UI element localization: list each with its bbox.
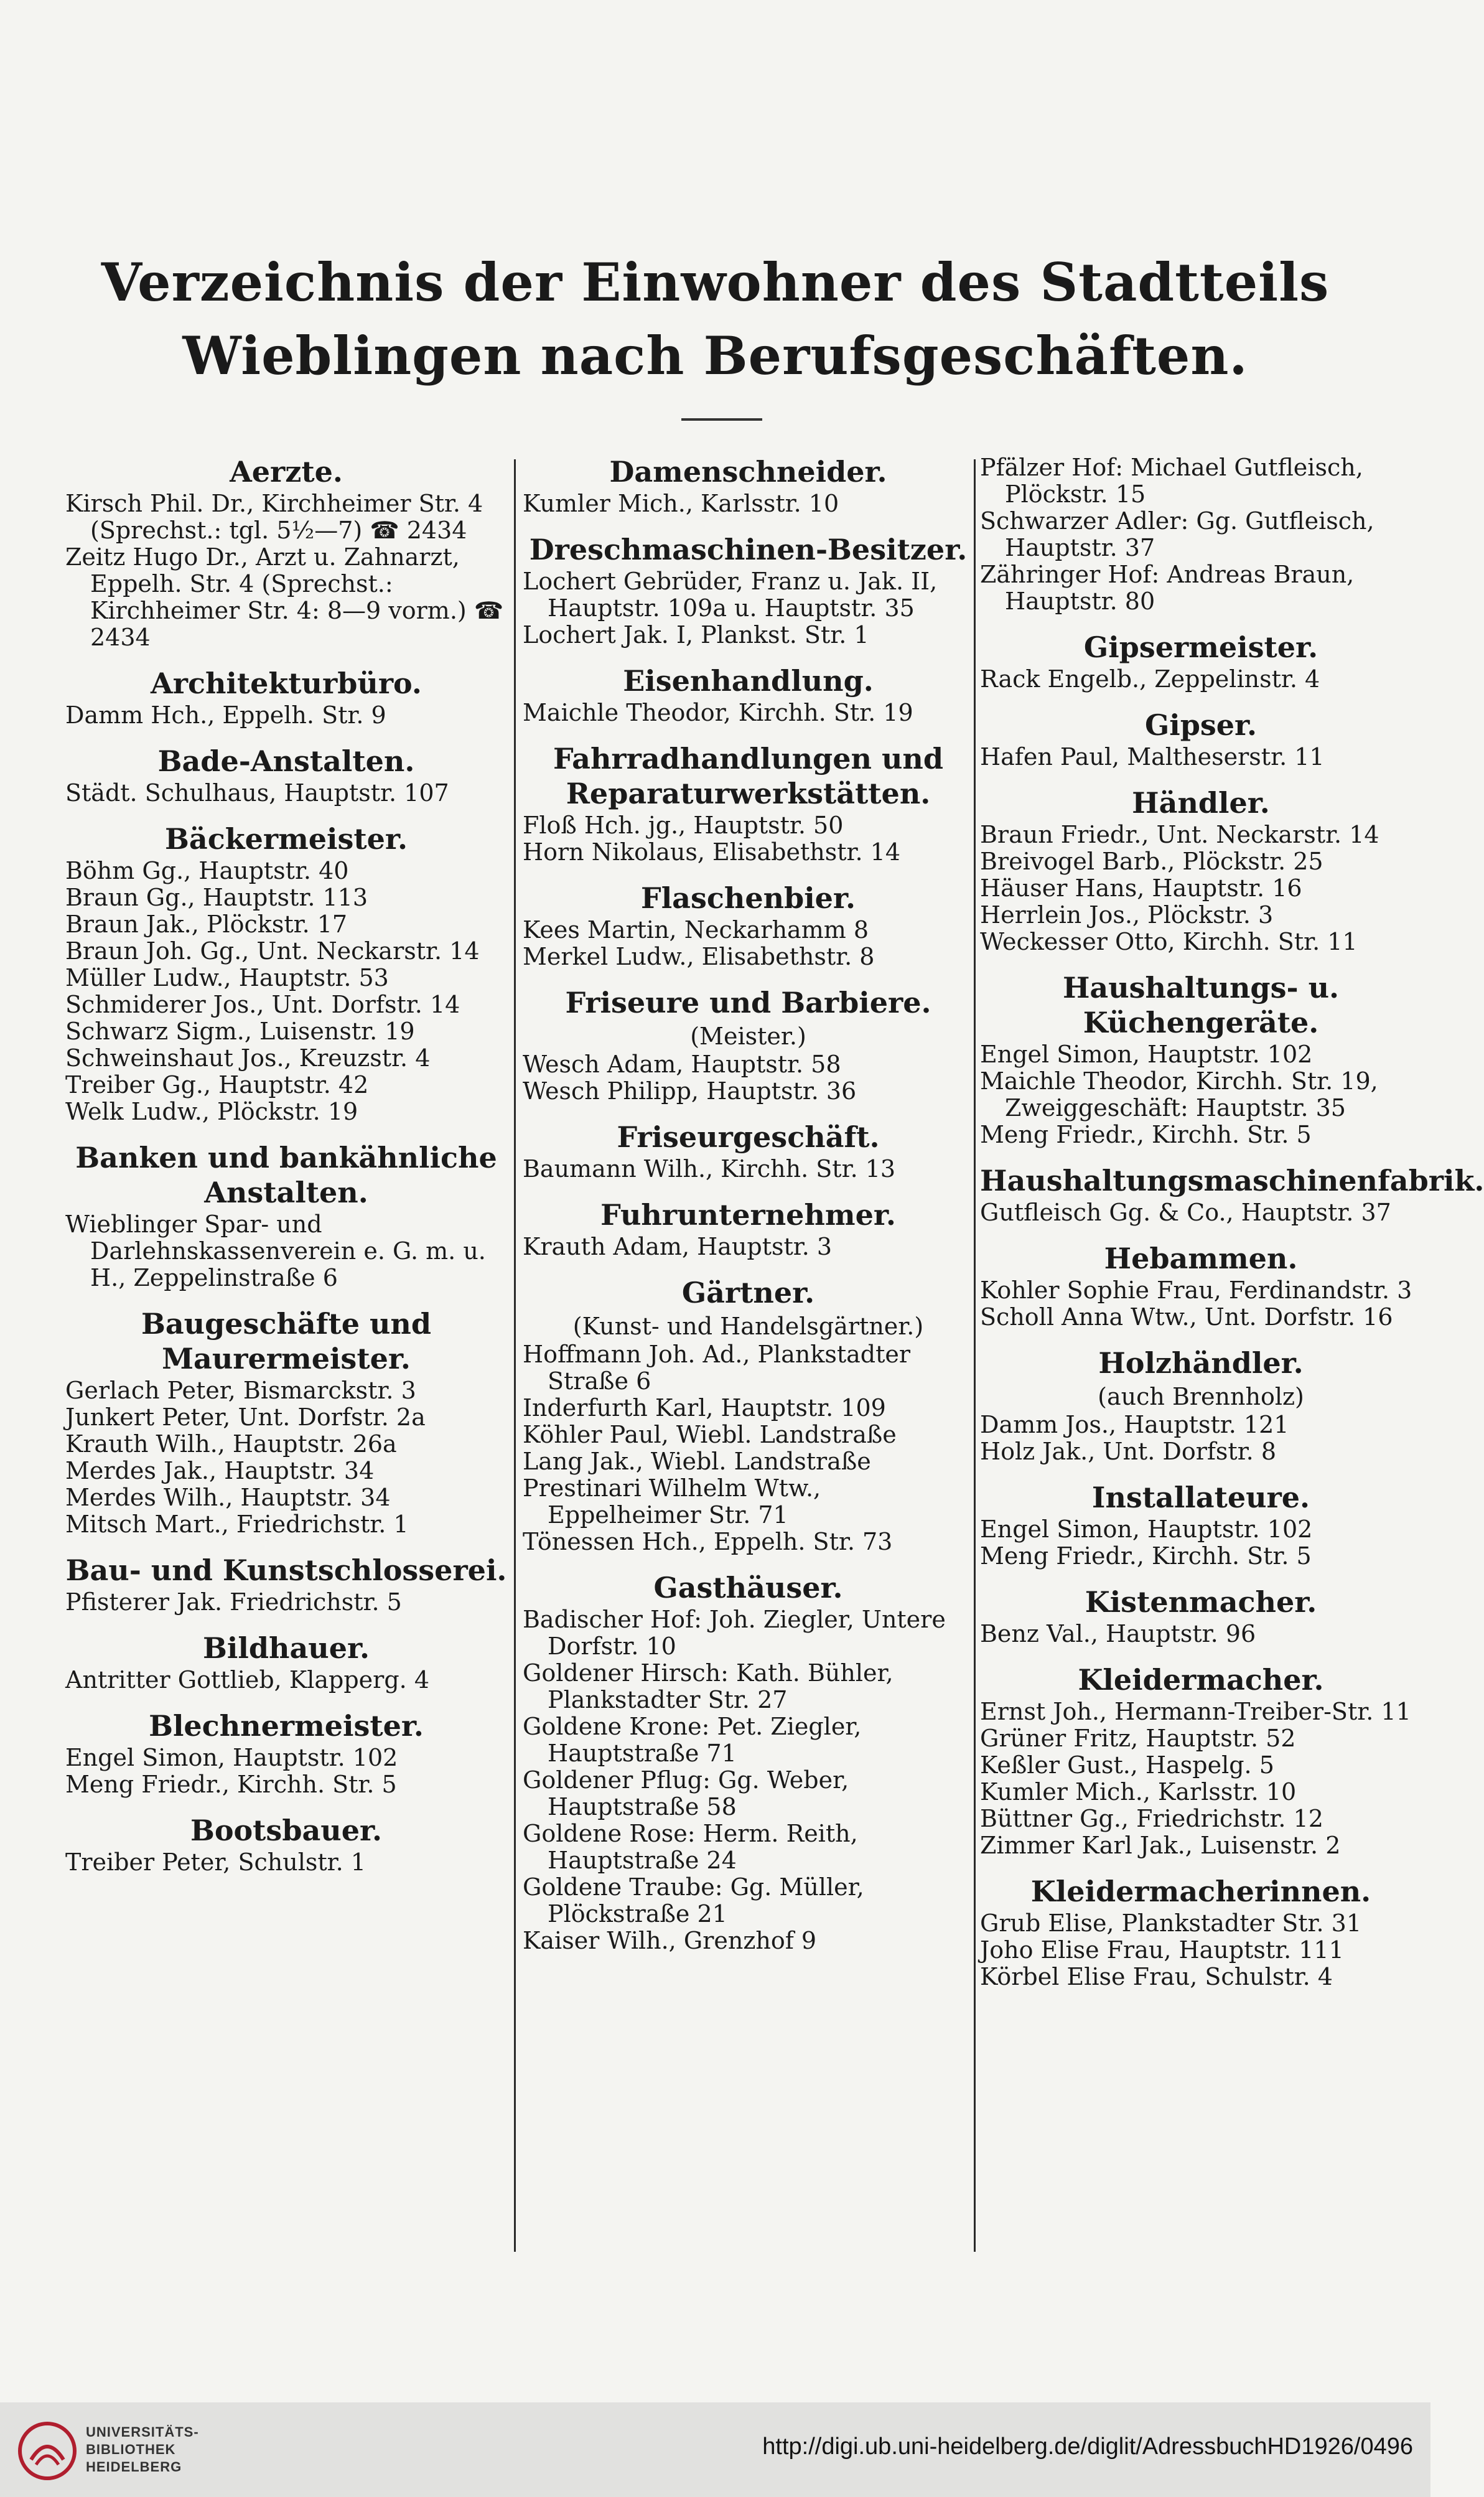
directory-entry: Floß Hch. jg., Hauptstr. 50 xyxy=(523,812,844,839)
library-name-line: HEIDELBERG xyxy=(86,2459,182,2475)
directory-section xyxy=(980,1662,1422,1859)
directory-entry: Zeitz Hugo Dr., Arzt u. Zahnarzt, Eppelh. Str. 4 (Sprechst.: Kirchheimer Str. 4: 8—9 vorm.) ☎ 2434 xyxy=(65,543,504,651)
directory-entry: Braun Gg., Hauptstr. 113 xyxy=(65,884,368,911)
directory-section xyxy=(980,1480,1422,1570)
directory-entry: Benz Val., Hauptstr. 96 xyxy=(980,1620,1256,1647)
section-heading: Bade-Anstalten. xyxy=(157,744,415,778)
directory-entry: Engel Simon, Hauptstr. 102 xyxy=(65,1744,398,1771)
section-heading: Gasthäuser. xyxy=(653,1571,843,1605)
directory-entry: Merdes Jak., Hauptstr. 34 xyxy=(65,1457,375,1484)
library-name-line: BIBLIOTHEK xyxy=(86,2442,176,2457)
directory-entry: Damm Jos., Hauptstr. 121 xyxy=(980,1411,1289,1438)
directory-entry: Goldener Hirsch: Kath. Bühler, Plankstadter Str. 27 xyxy=(523,1659,894,1713)
directory-section xyxy=(65,1140,507,1291)
section-heading: Dreschmaschinen-Besitzer. xyxy=(529,533,968,566)
directory-section xyxy=(980,1163,1484,1226)
directory-entry: Hoffmann Joh. Ad., Plankstadter Straße 6 xyxy=(523,1341,911,1395)
directory-entry: Horn Nikolaus, Elisabethstr. 14 xyxy=(523,838,901,866)
column-divider-2 xyxy=(974,459,976,2252)
directory-entry: Braun Jak., Plöckstr. 17 xyxy=(65,911,348,938)
directory-entry: Schweinshaut Jos., Kreuzstr. 4 xyxy=(65,1044,431,1072)
column-3 xyxy=(980,454,1484,2005)
directory-entry: Wesch Adam, Hauptstr. 58 xyxy=(523,1051,841,1078)
directory-section xyxy=(980,970,1422,1148)
directory-section xyxy=(65,666,507,729)
directory-entry: Lang Jak., Wiebl. Landstraße xyxy=(523,1448,871,1475)
section-heading: Damenschneider. xyxy=(609,455,887,489)
directory-entry: Krauth Adam, Hauptstr. 3 xyxy=(523,1233,833,1260)
directory-entry: Lochert Jak. I, Plankst. Str. 1 xyxy=(523,621,869,649)
page-title: Verzeichnis der Einwohner des Stadtteils Wieblingen nach Berufsgeschäften. xyxy=(101,251,1330,386)
directory-entry: Pfisterer Jak. Friedrichstr. 5 xyxy=(65,1588,402,1616)
directory-section xyxy=(523,881,974,970)
column-divider-1 xyxy=(514,459,516,2252)
directory-entry: Treiber Gg., Hauptstr. 42 xyxy=(65,1071,369,1099)
directory-entry: Treiber Peter, Schulstr. 1 xyxy=(65,1848,366,1876)
directory-section xyxy=(980,1241,1422,1331)
section-heading: Kleidermacher. xyxy=(1078,1663,1324,1697)
directory-entry: Zimmer Karl Jak., Luisenstr. 2 xyxy=(980,1832,1341,1859)
directory-section xyxy=(65,822,507,1125)
footer-bar xyxy=(0,2402,1430,2497)
directory-entry: Rack Engelb., Zeppelinstr. 4 xyxy=(980,665,1320,693)
section-heading: Kistenmacher. xyxy=(1085,1585,1317,1619)
column-2 xyxy=(523,454,974,1969)
directory-entry: Engel Simon, Hauptstr. 102 xyxy=(980,1516,1313,1543)
section-heading: Flaschenbier. xyxy=(641,881,856,915)
directory-entry: Maichle Theodor, Kirchh. Str. 19, Zweiggeschäft: Hauptstr. 35 xyxy=(980,1067,1378,1122)
directory-entry: Engel Simon, Hauptstr. 102 xyxy=(980,1041,1313,1068)
section-subheading: (Meister.) xyxy=(690,1023,806,1050)
directory-section xyxy=(65,1631,507,1694)
directory-entry: Junkert Peter, Unt. Dorfstr. 2a xyxy=(65,1403,426,1431)
directory-entry: Scholl Anna Wtw., Unt. Dorfstr. 16 xyxy=(980,1303,1393,1331)
directory-section xyxy=(980,1585,1422,1647)
section-heading: Bildhauer. xyxy=(203,1631,370,1665)
directory-entry: Gerlach Peter, Bismarckstr. 3 xyxy=(65,1377,416,1404)
directory-section xyxy=(523,532,974,649)
directory-entry: Meng Friedr., Kirchh. Str. 5 xyxy=(980,1121,1312,1148)
section-heading: Bootsbauer. xyxy=(190,1814,383,1847)
section-heading: Friseurgeschäft. xyxy=(617,1120,880,1154)
directory-section xyxy=(523,1570,974,1954)
directory-entry: Tönessen Hch., Eppelh. Str. 73 xyxy=(523,1528,893,1555)
directory-entry: Schwarzer Adler: Gg. Gutfleisch, Hauptstr. 37 xyxy=(980,507,1374,561)
directory-entry: Holz Jak., Unt. Dorfstr. 8 xyxy=(980,1438,1277,1465)
library-name-line: UNIVERSITÄTS- xyxy=(86,2424,199,2440)
directory-entry: Pfälzer Hof: Michael Gutfleisch, Plöckstr. 15 xyxy=(980,454,1363,508)
section-heading: Haushaltungsmaschinenfabrik. xyxy=(980,1164,1484,1197)
directory-entry: Hafen Paul, Maltheserstr. 11 xyxy=(980,743,1325,771)
section-heading: Friseure und Barbiere. xyxy=(565,986,931,1019)
directory-entry: Kees Martin, Neckarhamm 8 xyxy=(523,916,869,944)
directory-entry: Grub Elise, Plankstadter Str. 31 xyxy=(980,1909,1362,1937)
section-heading: Händler. xyxy=(1132,786,1270,820)
directory-entry: Häuser Hans, Hauptstr. 16 xyxy=(980,874,1302,902)
directory-entry: Ernst Joh., Hermann-Treiber-Str. 11 xyxy=(980,1698,1411,1725)
section-heading: Gipsermeister. xyxy=(1083,630,1318,664)
directory-entry: Breivogel Barb., Plöckstr. 25 xyxy=(980,848,1323,875)
directory-section xyxy=(523,663,974,726)
section-heading: Aerzte. xyxy=(230,455,343,489)
directory-section xyxy=(65,1306,507,1538)
section-heading: Fuhrunternehmer. xyxy=(600,1198,896,1232)
directory-entry: Damm Hch., Eppelh. Str. 9 xyxy=(65,701,386,729)
directory-section xyxy=(980,630,1422,693)
section-heading: Eisenhandlung. xyxy=(623,664,874,698)
directory-section xyxy=(980,454,1422,615)
title-divider xyxy=(681,418,762,421)
directory-entry: Welk Ludw., Plöckstr. 19 xyxy=(65,1098,358,1125)
section-heading: Holzhändler. xyxy=(1098,1346,1304,1380)
section-heading: Gipser. xyxy=(1144,708,1258,742)
directory-entry: Antritter Gottlieb, Klapperg. 4 xyxy=(65,1666,429,1694)
directory-entry: Baumann Wilh., Kirchh. Str. 13 xyxy=(523,1155,896,1183)
directory-section xyxy=(523,985,974,1105)
directory-entry: Zähringer Hof: Andreas Braun, Hauptstr. 80 xyxy=(980,561,1355,615)
directory-section xyxy=(65,1813,507,1876)
directory-entry: Kohler Sophie Frau, Ferdinandstr. 3 xyxy=(980,1277,1412,1304)
directory-entry: Mitsch Mart., Friedrichstr. 1 xyxy=(65,1511,409,1538)
section-heading: Fahrradhandlungen und Reparaturwerkstätten. xyxy=(553,742,943,810)
section-subheading: (Kunst- und Handelsgärtner.) xyxy=(572,1313,924,1340)
directory-section xyxy=(65,1708,507,1798)
directory-entry: Keßler Gust., Haspelg. 5 xyxy=(980,1751,1274,1779)
directory-entry: Merdes Wilh., Hauptstr. 34 xyxy=(65,1484,391,1511)
directory-entry: Böhm Gg., Hauptstr. 40 xyxy=(65,857,349,884)
directory-section xyxy=(523,1120,974,1183)
section-heading: Kleidermacherinnen. xyxy=(1030,1875,1371,1908)
directory-entry: Wieblinger Spar- und Darlehnskassenverein e. G. m. u. H., Zeppelinstraße 6 xyxy=(65,1211,486,1291)
directory-entry: Kumler Mich., Karlsstr. 10 xyxy=(980,1778,1297,1806)
directory-entry: Schmiderer Jos., Unt. Dorfstr. 14 xyxy=(65,991,460,1018)
directory-entry: Müller Ludw., Hauptstr. 53 xyxy=(65,964,389,991)
directory-section xyxy=(65,454,507,651)
directory-entry: Goldener Pflug: Gg. Weber, Hauptstraße 58 xyxy=(523,1766,849,1820)
directory-entry: Badischer Hof: Joh. Ziegler, Untere Dorfstr. 10 xyxy=(523,1606,946,1660)
section-heading: Installateure. xyxy=(1091,1481,1310,1514)
directory-section xyxy=(980,1346,1422,1465)
directory-entry: Inderfurth Karl, Hauptstr. 109 xyxy=(523,1394,886,1422)
directory-section xyxy=(65,744,507,807)
directory-section xyxy=(980,1874,1422,1990)
section-heading: Haushaltungs- u. Küchengeräte. xyxy=(1062,971,1340,1039)
section-heading: Bäckermeister. xyxy=(165,822,408,856)
directory-entry: Weckesser Otto, Kirchh. Str. 11 xyxy=(980,928,1358,955)
directory-entry: Büttner Gg., Friedrichstr. 12 xyxy=(980,1805,1323,1832)
directory-entry: Kumler Mich., Karlsstr. 10 xyxy=(523,490,839,517)
directory-entry: Schwarz Sigm., Luisenstr. 19 xyxy=(65,1018,415,1045)
section-heading: Bau- und Kunstschlosserei. xyxy=(65,1553,507,1587)
section-heading: Architekturbüro. xyxy=(151,667,422,700)
library-name xyxy=(86,2424,199,2476)
directory-entry: Braun Joh. Gg., Unt. Neckarstr. 14 xyxy=(65,937,480,965)
directory-entry: Braun Friedr., Unt. Neckarstr. 14 xyxy=(980,821,1379,848)
source-url[interactable]: http://digi.ub.uni-heidelberg.de/diglit/AdressbuchHD1926/0496 xyxy=(762,2434,1413,2460)
directory-section xyxy=(65,1553,507,1616)
section-heading: Gärtner. xyxy=(681,1276,815,1309)
section-subheading: (auch Brennholz) xyxy=(1098,1383,1304,1410)
directory-entry: Kaiser Wilh., Grenzhof 9 xyxy=(523,1927,817,1954)
directory-entry: Städt. Schulhaus, Hauptstr. 107 xyxy=(65,779,449,807)
library-logo-icon xyxy=(17,2421,77,2481)
directory-entry: Joho Elise Frau, Hauptstr. 111 xyxy=(980,1936,1344,1964)
section-heading: Blechnermeister. xyxy=(149,1709,424,1743)
directory-section xyxy=(523,1275,974,1555)
directory-entry: Lochert Gebrüder, Franz u. Jak. II, Hauptstr. 109a u. Hauptstr. 35 xyxy=(523,568,938,622)
directory-entry: Goldene Krone: Pet. Ziegler, Hauptstraße 71 xyxy=(523,1713,862,1767)
directory-entry: Kirsch Phil. Dr., Kirchheimer Str. 4 (Sprechst.: tgl. 5½—7) ☎ 2434 xyxy=(65,490,483,544)
directory-entry: Krauth Wilh., Hauptstr. 26a xyxy=(65,1430,397,1458)
directory-entry: Grüner Fritz, Hauptstr. 52 xyxy=(980,1725,1296,1752)
directory-section xyxy=(523,1197,974,1260)
directory-entry: Herrlein Jos., Plöckstr. 3 xyxy=(980,901,1274,929)
section-heading: Hebammen. xyxy=(1104,1242,1298,1275)
directory-entry: Goldene Traube: Gg. Müller, Plöckstraße 21 xyxy=(523,1873,864,1928)
directory-entry: Körbel Elise Frau, Schulstr. 4 xyxy=(980,1963,1333,1990)
column-1 xyxy=(65,454,507,1891)
directory-entry: Wesch Philipp, Hauptstr. 36 xyxy=(523,1077,857,1105)
directory-entry: Merkel Ludw., Elisabethstr. 8 xyxy=(523,943,875,970)
directory-section xyxy=(980,785,1422,955)
directory-section xyxy=(523,454,974,517)
directory-entry: Maichle Theodor, Kirchh. Str. 19 xyxy=(523,699,913,726)
directory-section xyxy=(523,741,974,866)
directory-entry: Prestinari Wilhelm Wtw., Eppelheimer Str. 71 xyxy=(523,1474,821,1529)
directory-entry: Goldene Rose: Herm. Reith, Hauptstraße 24 xyxy=(523,1820,858,1874)
directory-entry: Köhler Paul, Wiebl. Landstraße xyxy=(523,1421,897,1448)
directory-entry: Gutfleisch Gg. & Co., Hauptstr. 37 xyxy=(980,1199,1391,1226)
section-heading: Baugeschäfte und Maurermeister. xyxy=(141,1307,432,1375)
directory-section xyxy=(980,708,1422,771)
directory-entry: Meng Friedr., Kirchh. Str. 5 xyxy=(65,1771,397,1798)
section-heading: Banken und bankähnliche Anstalten. xyxy=(75,1141,497,1209)
directory-entry: Meng Friedr., Kirchh. Str. 5 xyxy=(980,1542,1312,1570)
